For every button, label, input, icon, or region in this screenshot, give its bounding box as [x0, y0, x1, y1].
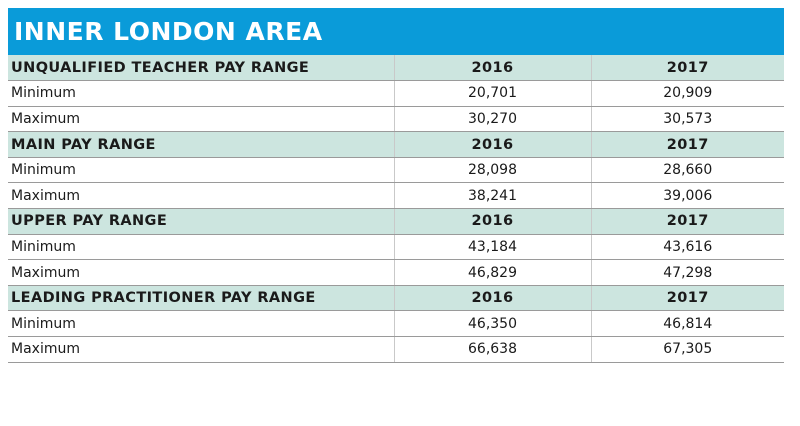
section-header-main	[8, 132, 784, 158]
pay-table	[8, 55, 784, 363]
value-cell: 38,241	[394, 183, 591, 209]
value-cell: 20,701	[394, 81, 591, 107]
row-label: Maximum	[8, 106, 394, 132]
row-label: Minimum	[8, 234, 394, 260]
section-heading: UNQUALIFIED TEACHER PAY RANGE	[8, 55, 394, 81]
table-row	[8, 81, 784, 107]
year-header: 2016	[394, 132, 591, 158]
section-heading: MAIN PAY RANGE	[8, 132, 394, 158]
row-label: Minimum	[8, 81, 394, 107]
table-row	[8, 234, 784, 260]
section-heading: LEADING PRACTITIONER PAY RANGE	[8, 285, 394, 311]
year-header: 2017	[591, 55, 784, 81]
table-row	[8, 183, 784, 209]
row-label: Minimum	[8, 157, 394, 183]
value-cell: 46,814	[591, 311, 784, 337]
value-cell: 30,573	[591, 106, 784, 132]
title-bar	[8, 8, 784, 55]
section-header-unqualified	[8, 55, 784, 81]
page-title: INNER LONDON AREA	[14, 17, 323, 46]
section-header-leading-practitioner	[8, 285, 784, 311]
value-cell: 28,098	[394, 157, 591, 183]
table-row	[8, 106, 784, 132]
value-cell: 67,305	[591, 337, 784, 363]
row-label: Maximum	[8, 337, 394, 363]
row-label: Maximum	[8, 183, 394, 209]
value-cell: 47,298	[591, 260, 784, 286]
value-cell: 46,829	[394, 260, 591, 286]
year-header: 2017	[591, 285, 784, 311]
table-row	[8, 260, 784, 286]
table-row	[8, 311, 784, 337]
year-header: 2017	[591, 132, 784, 158]
value-cell: 28,660	[591, 157, 784, 183]
row-label: Maximum	[8, 260, 394, 286]
year-header: 2016	[394, 285, 591, 311]
value-cell: 39,006	[591, 183, 784, 209]
table-row	[8, 337, 784, 363]
year-header: 2017	[591, 209, 784, 235]
row-label: Minimum	[8, 311, 394, 337]
year-header: 2016	[394, 55, 591, 81]
value-cell: 46,350	[394, 311, 591, 337]
value-cell: 43,184	[394, 234, 591, 260]
year-header: 2016	[394, 209, 591, 235]
value-cell: 30,270	[394, 106, 591, 132]
value-cell: 20,909	[591, 81, 784, 107]
table-row	[8, 157, 784, 183]
section-header-upper	[8, 209, 784, 235]
value-cell: 43,616	[591, 234, 784, 260]
section-heading: UPPER PAY RANGE	[8, 209, 394, 235]
value-cell: 66,638	[394, 337, 591, 363]
